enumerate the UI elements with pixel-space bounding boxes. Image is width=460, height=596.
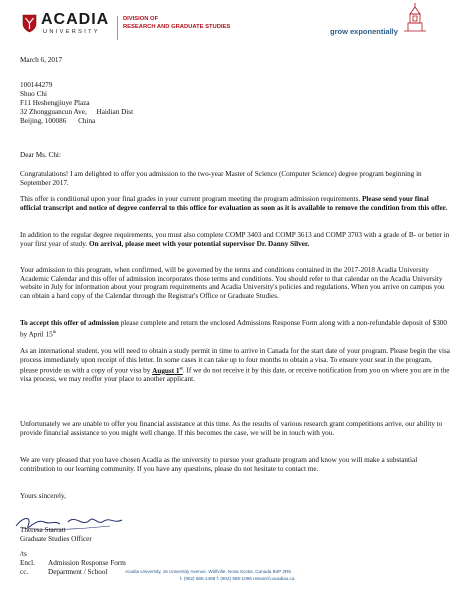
cc-value: Department / School xyxy=(48,568,108,576)
visa-text: As an international student, you will need to obtain a study permit in time to arrive in Canada for the start date of your program. Please begin the visa process immediately upon receipt of this letter. In some cases it can take up to four months to obtain a visa. To ensure your seat in the program, please provide us with a copy of your visa by xyxy=(20,347,450,375)
visa-deadline xyxy=(152,367,183,375)
slogan: grow exponentially xyxy=(330,27,398,36)
recipient-address xyxy=(20,81,133,126)
requirements-text: In addition to the regular degree requirements, you must also complete COMP 3403 and COMP 3613 and COMP 3703 with a grade of B- or better in your first year of study. xyxy=(20,231,450,248)
paragraph-calendar: Your admission to this program, when confirmed, will be governed by the terms and conditions contained in the 2017-2018 Acadia University Academic Calendar and this offer of admission incorporates those terms and conditions. You should refer to that calendar on the Acadia University website in July for information about your program requirements and Acadia University's policies and regulations. When you arrive on campus you can obtain a hard copy of the Calendar through the Registrar's Office or Graduate Studies. xyxy=(20,266,445,300)
logo-subtitle: UNIVERSITY xyxy=(43,29,101,35)
enclosure-line xyxy=(20,559,126,568)
closing: Yours sincerely, xyxy=(20,492,66,500)
visa-deadline-suffix: st xyxy=(179,365,183,371)
footer-contact: t: (902) 585-1498 f: (902) 585-1096 research.acadiau.ca xyxy=(180,576,295,581)
accept-date-suffix: th xyxy=(52,328,57,334)
address-street: 32 Zhongguancun Ave, xyxy=(20,107,87,116)
typist-initials: /ts xyxy=(20,550,27,558)
enclosure-label: Encl. xyxy=(20,559,35,567)
university-hall-tower-icon xyxy=(401,2,429,32)
paragraph-congratulations: Congratulations! I am delighted to offer you admission to the two-year Master of Science (Computer Science) degree program beginning in September 2017. xyxy=(20,170,422,187)
student-id: 100144279 xyxy=(20,81,53,89)
conditional-text: This offer is conditional upon your final grades in your current program meeting the program admission requirements. xyxy=(20,195,361,203)
letter-date: March 6, 2017 xyxy=(20,56,63,64)
address-city: Beijing, 100086 xyxy=(20,116,67,125)
logo-wordmark: ACADIA xyxy=(41,11,110,28)
paragraph-conditional-offer xyxy=(20,195,450,212)
address-district: Haidian Dist xyxy=(96,107,134,116)
cc-line xyxy=(20,568,107,577)
division-line-1: DIVISION OF xyxy=(123,16,159,22)
accept-emphasis: To accept this offer of admission xyxy=(20,319,119,327)
recipient-name: Shuo Chi xyxy=(20,89,47,98)
acadia-shield-logo-icon xyxy=(22,14,37,33)
visa-deadline-date: August 1 xyxy=(152,366,180,375)
supervisor-emphasis: On arrival, please meet with your potential supervisor Dr. Danny Silver. xyxy=(89,239,310,248)
paragraph-financial: Unfortunately we are unable to offer you financial assistance at this time. As the results of various research grant competitions arrive, our ability to provide financial assistance to you might well change. If this becomes the case, we will be in touch with you. xyxy=(20,420,443,437)
letterhead-divider xyxy=(117,16,118,40)
footer-address: Acadia University, 15 University Avenue, Wolfville, Nova Scotia, Canada B4P 2R6 xyxy=(125,569,291,574)
division-line-2: RESEARCH AND GRADUATE STUDIES xyxy=(123,23,231,30)
conditional-emphasis: Please send your final official transcript and notice of degree conferral to this office for evaluation as soon as it is available to remove the condition from this offer. xyxy=(20,195,447,212)
address-line-2 xyxy=(20,108,133,117)
address-country: China xyxy=(78,116,96,125)
accept-text: please complete and return the enclosed Admissions Response Form along with a non-refundable deposit of $300 by April 15 xyxy=(20,319,447,338)
cc-label: cc. xyxy=(20,568,29,576)
visa-text-end: . If we do not receive it by this date, or receive notification from you on where you are in the visa process, we may reoffer your place to another applicant. xyxy=(20,366,450,384)
paragraph-closing-remarks: We are very pleased that you have chosen Acadia as the university to pursue your graduate program and know you will make a substantial contribution to our learning community. If you have any questions, please do not hesitate to contact me. xyxy=(20,456,418,473)
enclosure-value: Admission Response Form xyxy=(48,559,126,567)
signer-title: Graduate Studies Officer xyxy=(20,535,92,543)
address-line-3 xyxy=(20,117,133,126)
division-name xyxy=(123,16,230,31)
salutation: Dear Ms. Chi: xyxy=(20,151,61,159)
paragraph-requirements xyxy=(20,231,450,248)
paragraph-visa xyxy=(20,347,450,384)
address-line-1: F11 Heshengjiuye Plaza xyxy=(20,98,90,107)
signer-name: Theresa Starratt xyxy=(20,526,66,534)
paragraph-accept-offer xyxy=(20,319,450,339)
